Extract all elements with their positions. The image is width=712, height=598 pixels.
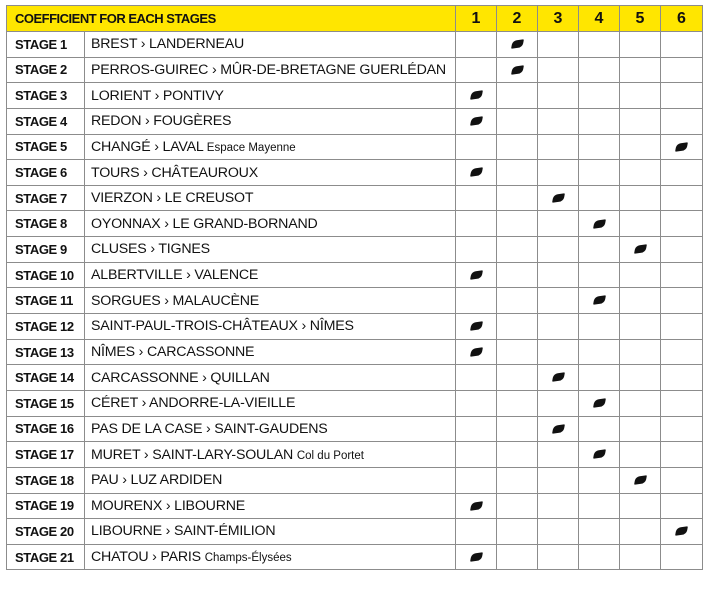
- coef-cell-6: [661, 544, 703, 570]
- coef-cell-6: [661, 83, 703, 109]
- coef-cell-4: [579, 108, 620, 134]
- route-cell: [85, 467, 456, 493]
- check-mark-icon: [675, 527, 688, 536]
- route-name: CÉRET › ANDORRE-LA-VIEILLE: [91, 395, 296, 412]
- route-cell: [85, 314, 456, 340]
- route-name: PAS DE LA CASE › SAINT-GAUDENS: [91, 420, 328, 437]
- coef-cell-6: [661, 211, 703, 237]
- coef-cell-3: [538, 83, 579, 109]
- coef-cell-5: [620, 32, 661, 58]
- stage-label: STAGE 14: [7, 365, 85, 391]
- coef-cell-4: [579, 160, 620, 186]
- coef-cell-4: [579, 57, 620, 83]
- coef-cell-2: [497, 160, 538, 186]
- coef-cell-1: [456, 32, 497, 58]
- check-mark-icon: [470, 321, 483, 330]
- coef-cell-6: [661, 493, 703, 519]
- coef-cell-6: [661, 314, 703, 340]
- coef-cell-2: [497, 211, 538, 237]
- coef-cell-1: [456, 416, 497, 442]
- coef-cell-5: [620, 416, 661, 442]
- check-mark-icon: [470, 91, 483, 100]
- table-row: [7, 544, 703, 570]
- coef-cell-4: [579, 185, 620, 211]
- check-mark-icon: [552, 193, 565, 202]
- coef-cell-1: [456, 185, 497, 211]
- coef-cell-5: [620, 519, 661, 545]
- table-row: [7, 160, 703, 186]
- route-name: VIERZON › LE CREUSOT: [91, 190, 254, 207]
- coef-cell-4: [579, 467, 620, 493]
- stage-label: STAGE 18: [7, 467, 85, 493]
- route-cell: [85, 262, 456, 288]
- coef-cell-4: [579, 442, 620, 468]
- coef-cell-3: [538, 339, 579, 365]
- coef-cell-6: [661, 32, 703, 58]
- route-name: CHANGÉ › LAVAL: [91, 138, 204, 155]
- route-name: REDON › FOUGÈRES: [91, 113, 232, 130]
- stage-label: STAGE 7: [7, 185, 85, 211]
- table-row: [7, 390, 703, 416]
- coef-cell-1: [456, 108, 497, 134]
- coef-cell-1: [456, 288, 497, 314]
- coef-cell-5: [620, 339, 661, 365]
- coef-cell-1: [456, 365, 497, 391]
- coef-cell-3: [538, 32, 579, 58]
- stage-label: STAGE 4: [7, 108, 85, 134]
- coef-cell-1: [456, 134, 497, 160]
- stage-label: STAGE 9: [7, 237, 85, 263]
- stage-label: STAGE 1: [7, 32, 85, 58]
- coef-cell-4: [579, 32, 620, 58]
- coef-cell-3: [538, 211, 579, 237]
- coef-cell-4: [579, 211, 620, 237]
- coef-header-6: 6: [661, 6, 703, 32]
- coef-header-2: 2: [497, 6, 538, 32]
- coef-cell-3: [538, 365, 579, 391]
- coef-cell-5: [620, 211, 661, 237]
- coef-cell-3: [538, 237, 579, 263]
- stage-label: STAGE 2: [7, 57, 85, 83]
- check-mark-icon: [470, 116, 483, 125]
- coef-cell-3: [538, 416, 579, 442]
- route-cell: [85, 211, 456, 237]
- stage-label: STAGE 3: [7, 83, 85, 109]
- coef-cell-3: [538, 390, 579, 416]
- route-cell: [85, 83, 456, 109]
- header-row: [7, 6, 703, 32]
- coef-cell-2: [497, 288, 538, 314]
- table-row: [7, 57, 703, 83]
- table-row: [7, 185, 703, 211]
- coef-cell-1: [456, 493, 497, 519]
- coef-cell-6: [661, 185, 703, 211]
- coef-cell-5: [620, 83, 661, 109]
- coef-cell-3: [538, 442, 579, 468]
- coef-cell-5: [620, 442, 661, 468]
- coef-cell-6: [661, 416, 703, 442]
- route-name: MOURENX › LIBOURNE: [91, 497, 246, 514]
- coef-cell-5: [620, 493, 661, 519]
- coef-cell-5: [620, 544, 661, 570]
- coef-cell-4: [579, 544, 620, 570]
- stage-label: STAGE 19: [7, 493, 85, 519]
- table-row: [7, 32, 703, 58]
- check-mark-icon: [593, 450, 606, 459]
- route-name: ALBERTVILLE › VALENCE: [91, 267, 259, 284]
- check-mark-icon: [470, 347, 483, 356]
- coef-cell-1: [456, 519, 497, 545]
- check-mark-icon: [634, 475, 647, 484]
- coef-cell-4: [579, 519, 620, 545]
- route-cell: [85, 390, 456, 416]
- coef-cell-2: [497, 134, 538, 160]
- coef-cell-4: [579, 416, 620, 442]
- check-mark-icon: [470, 270, 483, 279]
- coef-cell-6: [661, 339, 703, 365]
- coef-cell-3: [538, 57, 579, 83]
- coef-cell-6: [661, 57, 703, 83]
- coef-cell-6: [661, 467, 703, 493]
- coef-cell-1: [456, 262, 497, 288]
- coef-cell-3: [538, 519, 579, 545]
- coef-cell-3: [538, 314, 579, 340]
- route-name: TOURS › CHÂTEAUROUX: [91, 164, 258, 181]
- route-cell: [85, 32, 456, 58]
- check-mark-icon: [470, 552, 483, 561]
- table-row: [7, 237, 703, 263]
- route-name: CHATOU › PARIS: [91, 549, 201, 566]
- route-name: SORGUES › MALAUCÈNE: [91, 292, 260, 309]
- coef-cell-4: [579, 262, 620, 288]
- coef-cell-4: [579, 83, 620, 109]
- coef-cell-2: [497, 390, 538, 416]
- check-mark-icon: [634, 244, 647, 253]
- coef-cell-5: [620, 185, 661, 211]
- stage-label: STAGE 17: [7, 442, 85, 468]
- coef-cell-6: [661, 237, 703, 263]
- table-row: [7, 83, 703, 109]
- coef-cell-1: [456, 467, 497, 493]
- coef-cell-2: [497, 493, 538, 519]
- route-cell: [85, 237, 456, 263]
- coef-cell-2: [497, 32, 538, 58]
- coef-cell-2: [497, 416, 538, 442]
- table-row: [7, 211, 703, 237]
- coef-cell-2: [497, 108, 538, 134]
- coef-cell-3: [538, 493, 579, 519]
- table-body: [7, 32, 703, 570]
- coef-cell-5: [620, 314, 661, 340]
- stage-label: STAGE 5: [7, 134, 85, 160]
- route-name: LIBOURNE › SAINT-ÉMILION: [91, 523, 276, 540]
- coef-cell-4: [579, 339, 620, 365]
- coef-cell-5: [620, 160, 661, 186]
- coef-cell-5: [620, 288, 661, 314]
- coef-cell-5: [620, 57, 661, 83]
- coef-cell-4: [579, 390, 620, 416]
- check-mark-icon: [552, 373, 565, 382]
- coef-cell-2: [497, 365, 538, 391]
- coef-cell-1: [456, 390, 497, 416]
- check-mark-icon: [470, 168, 483, 177]
- coefficient-table: [6, 5, 703, 570]
- coef-cell-5: [620, 467, 661, 493]
- route-name: CARCASSONNE › QUILLAN: [91, 369, 270, 386]
- table-row: [7, 416, 703, 442]
- table-row: [7, 288, 703, 314]
- route-cell: [85, 134, 456, 160]
- coef-cell-1: [456, 237, 497, 263]
- route-name: OYONNAX › LE GRAND-BORNAND: [91, 215, 318, 232]
- coef-cell-5: [620, 262, 661, 288]
- coef-cell-4: [579, 314, 620, 340]
- coef-cell-1: [456, 83, 497, 109]
- stage-label: STAGE 6: [7, 160, 85, 186]
- coef-cell-1: [456, 544, 497, 570]
- route-cell: [85, 519, 456, 545]
- coef-cell-1: [456, 314, 497, 340]
- check-mark-icon: [593, 296, 606, 305]
- check-mark-icon: [552, 424, 565, 433]
- coef-cell-2: [497, 262, 538, 288]
- coef-cell-2: [497, 185, 538, 211]
- coef-cell-3: [538, 134, 579, 160]
- route-name: NÎMES › CARCASSONNE: [91, 344, 255, 360]
- coef-cell-6: [661, 134, 703, 160]
- coef-header-4: 4: [579, 6, 620, 32]
- stage-label: STAGE 12: [7, 314, 85, 340]
- table-row: [7, 314, 703, 340]
- coef-cell-6: [661, 390, 703, 416]
- route-cell: [85, 57, 456, 83]
- route-cell: [85, 108, 456, 134]
- coef-cell-2: [497, 442, 538, 468]
- route-cell: [85, 544, 456, 570]
- stage-label: STAGE 21: [7, 544, 85, 570]
- coef-cell-4: [579, 365, 620, 391]
- coef-cell-6: [661, 160, 703, 186]
- table-row: [7, 262, 703, 288]
- table-row: [7, 519, 703, 545]
- coef-cell-3: [538, 108, 579, 134]
- route-name: PAU › LUZ ARDIDEN: [91, 472, 223, 489]
- coef-cell-5: [620, 237, 661, 263]
- stage-label: STAGE 15: [7, 390, 85, 416]
- coef-cell-3: [538, 160, 579, 186]
- route-name: LORIENT › PONTIVY: [91, 87, 224, 104]
- coef-cell-5: [620, 390, 661, 416]
- route-name: SAINT-PAUL-TROIS-CHÂTEAUX › NÎMES: [91, 318, 354, 335]
- route-cell: [85, 339, 456, 365]
- coef-cell-2: [497, 314, 538, 340]
- stage-label: STAGE 20: [7, 519, 85, 545]
- check-mark-icon: [675, 142, 688, 151]
- table-row: [7, 467, 703, 493]
- coef-cell-6: [661, 262, 703, 288]
- route-cell: [85, 288, 456, 314]
- route-name: CLUSES › TIGNES: [91, 241, 210, 258]
- coef-cell-6: [661, 288, 703, 314]
- coef-cell-4: [579, 493, 620, 519]
- route-cell: [85, 442, 456, 468]
- table-row: [7, 365, 703, 391]
- coef-header-3: 3: [538, 6, 579, 32]
- table-row: [7, 442, 703, 468]
- coef-cell-6: [661, 442, 703, 468]
- check-mark-icon: [511, 65, 524, 74]
- coef-cell-3: [538, 288, 579, 314]
- table-title: COEFFICIENT FOR EACH STAGES: [7, 6, 456, 32]
- coef-cell-6: [661, 365, 703, 391]
- coef-cell-4: [579, 288, 620, 314]
- coef-cell-3: [538, 467, 579, 493]
- coef-cell-6: [661, 108, 703, 134]
- route-note: Champs-Élysées: [204, 552, 292, 565]
- coef-cell-5: [620, 365, 661, 391]
- check-mark-icon: [511, 39, 524, 48]
- route-name: BREST › LANDERNEAU: [91, 36, 245, 53]
- check-mark-icon: [593, 398, 606, 407]
- route-note: Col du Portet: [296, 449, 364, 462]
- route-name: PERROS-GUIREC › MÛR-DE-BRETAGNE GUERLÉDAN: [91, 61, 446, 78]
- table-row: [7, 108, 703, 134]
- route-cell: [85, 416, 456, 442]
- route-cell: [85, 160, 456, 186]
- coef-cell-5: [620, 134, 661, 160]
- route-cell: [85, 493, 456, 519]
- coef-cell-5: [620, 108, 661, 134]
- coef-cell-3: [538, 262, 579, 288]
- table-row: [7, 493, 703, 519]
- coef-cell-4: [579, 134, 620, 160]
- coef-cell-2: [497, 237, 538, 263]
- coef-cell-2: [497, 467, 538, 493]
- stage-label: STAGE 10: [7, 262, 85, 288]
- table-row: [7, 134, 703, 160]
- stage-label: STAGE 8: [7, 211, 85, 237]
- check-mark-icon: [470, 501, 483, 510]
- coef-cell-4: [579, 237, 620, 263]
- coef-cell-3: [538, 185, 579, 211]
- coef-cell-2: [497, 544, 538, 570]
- coef-cell-1: [456, 160, 497, 186]
- route-name: MURET › SAINT-LARY-SOULAN: [91, 446, 294, 463]
- coef-cell-1: [456, 339, 497, 365]
- coef-header-1: 1: [456, 6, 497, 32]
- stage-label: STAGE 16: [7, 416, 85, 442]
- coef-cell-1: [456, 211, 497, 237]
- check-mark-icon: [593, 219, 606, 228]
- coef-cell-2: [497, 519, 538, 545]
- coef-cell-1: [456, 57, 497, 83]
- coef-header-5: 5: [620, 6, 661, 32]
- stage-label: STAGE 11: [7, 288, 85, 314]
- route-note: Espace Mayenne: [206, 141, 296, 154]
- coef-cell-6: [661, 519, 703, 545]
- table-row: [7, 339, 703, 365]
- route-cell: [85, 185, 456, 211]
- coef-cell-2: [497, 57, 538, 83]
- stage-label: STAGE 13: [7, 339, 85, 365]
- coef-cell-2: [497, 339, 538, 365]
- route-cell: [85, 365, 456, 391]
- coef-cell-3: [538, 544, 579, 570]
- coef-cell-2: [497, 83, 538, 109]
- coef-cell-1: [456, 442, 497, 468]
